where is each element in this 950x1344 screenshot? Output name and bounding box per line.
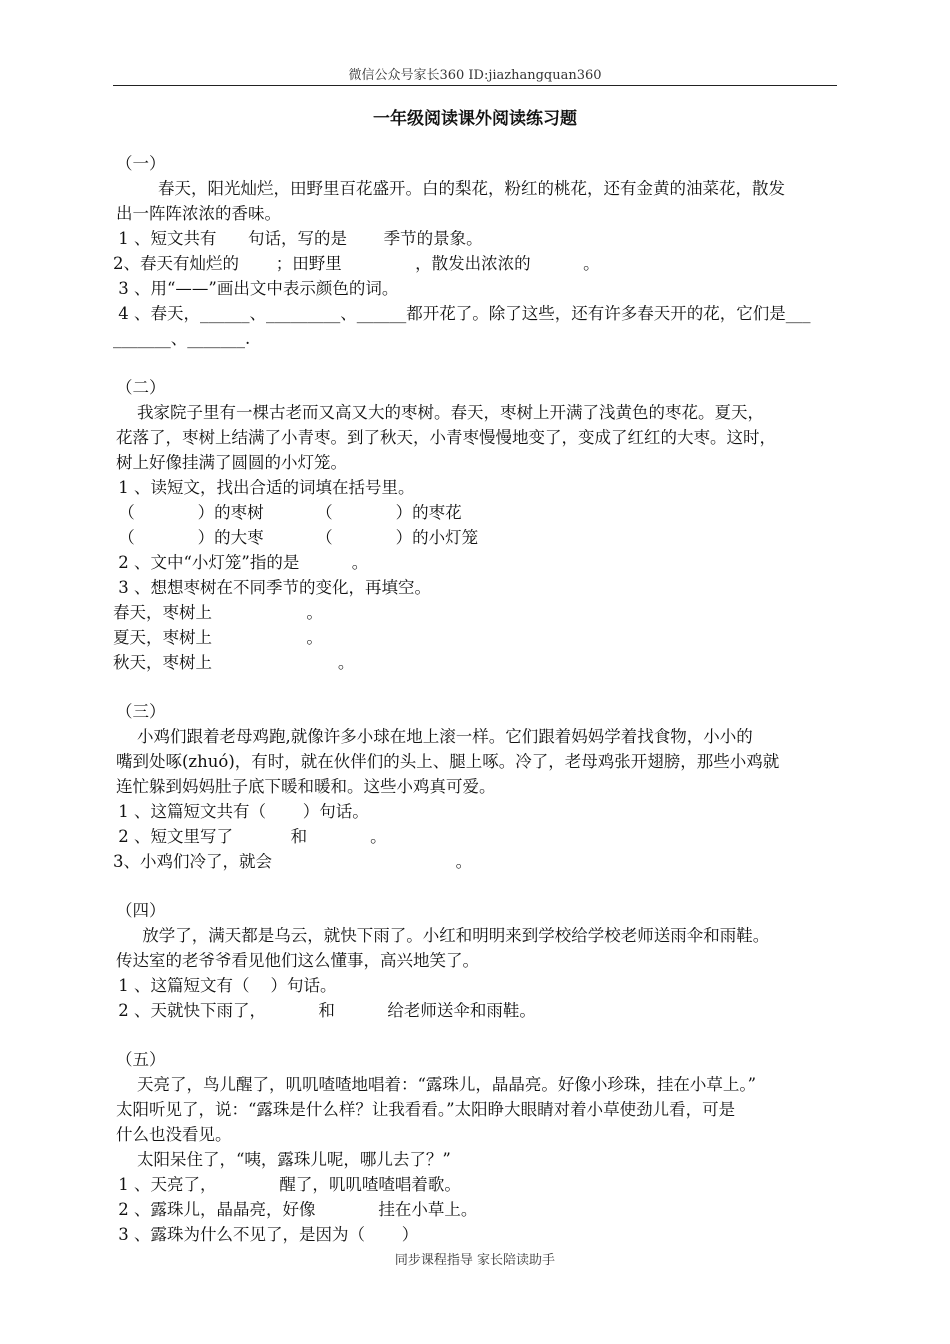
section-4-passage-line: 传达室的老爷爷看见他们这么懂事，高兴地笑了。 — [116, 951, 479, 970]
section-1-passage-line: 春天，阳光灿烂，田野里百花盛开。白的梨花，粉红的桃花，还有金黄的油菜花，散发 — [116, 179, 785, 198]
section-5-question: 1 、天亮了， 醒了，叽叽喳喳唱着歌。 — [113, 1175, 461, 1194]
section-1-question: _______、_______. — [113, 329, 251, 348]
section-4-question: 2 、天就快下雨了， 和 给老师送伞和雨鞋。 — [113, 1001, 536, 1020]
section-2-question: 秋天，枣树上 。 — [113, 653, 355, 672]
section-1-question: 4 、春天，______、_________、______都开花了。除了这些，还有许多春天开的花，它们是___ — [113, 304, 811, 323]
section-2-passage-line: 我家院子里有一棵古老而又高又大的枣树。春天，枣树上开满了浅黄色的枣花。夏天， — [116, 403, 764, 422]
document-title: 一年级阅读课外阅读练习题 — [373, 109, 577, 129]
section-4-question: 1 、这篇短文有（ ）句话。 — [113, 976, 337, 995]
section-5-question: 3 、露珠为什么不见了，是因为（ ） — [113, 1225, 419, 1244]
section-5-label: （五） — [116, 1050, 166, 1069]
section-2-passage-line: 花落了，枣树上结满了小青枣。到了秋天，小青枣慢慢地变了，变成了红红的大枣。这时， — [116, 428, 776, 447]
section-2-question: 1 、读短文，找出合适的词填在括号里。 — [113, 478, 415, 497]
section-3-question: 1 、这篇短文共有（ ）句话。 — [113, 802, 369, 821]
section-4-label: （四） — [116, 901, 166, 920]
section-5-passage-line: 天亮了，鸟儿醒了，叽叽喳喳地唱着：“露珠儿，晶晶亮。好像小珍珠，挂在小草上。” — [116, 1075, 757, 1094]
section-3-question: 2 、短文里写了 和 。 — [113, 827, 387, 846]
section-5-passage-line: 什么也没看见。 — [116, 1125, 232, 1144]
section-2-question: 2 、文中“小灯笼”指的是 。 — [113, 553, 369, 572]
section-1-question: 2、春天有灿烂的 ；田野里 ，散发出浓浓的 。 — [113, 254, 600, 273]
section-3-passage-line: 连忙躲到妈妈肚子底下暖和暖和。这些小鸡真可爱。 — [116, 777, 496, 796]
section-1-question: 3 、用“——”画出文中表示颜色的词。 — [113, 279, 399, 298]
page-header: 微信公众号家长360 ID:jiazhangquan360 — [348, 68, 602, 83]
header-divider — [113, 85, 837, 86]
section-2-question: （ ）的枣树 （ ）的枣花 — [113, 503, 462, 522]
section-2-question: 春天，枣树上 。 — [113, 603, 323, 622]
section-5-question: 2 、露珠儿，晶晶亮，好像 挂在小草上。 — [113, 1200, 478, 1219]
section-2-question: 3 、想想枣树在不同季节的变化，再填空。 — [113, 578, 431, 597]
section-2-question: 夏天，枣树上 。 — [113, 628, 323, 647]
section-1-question: 1 、短文共有 句话，写的是 季节的景象。 — [113, 229, 483, 248]
section-5-passage-line: 太阳呆住了，“咦，露珠儿呢，哪儿去了？” — [116, 1150, 451, 1169]
page-footer: 同步课程指导 家长陪读助手 — [394, 1253, 556, 1268]
section-4-passage-line: 放学了，满天都是乌云，就快下雨了。小红和明明来到学校给学校老师送雨伞和雨鞋。 — [116, 926, 770, 945]
section-3-question: 3、小鸡们冷了，就会 。 — [113, 852, 473, 871]
section-5-passage-line: 太阳听见了，说：“露珠是什么样？让我看看。”太阳睁大眼睛对着小草使劲儿看，可是 — [116, 1100, 736, 1119]
section-1-passage-line: 出一阵阵浓浓的香味。 — [116, 204, 281, 223]
section-2-question: （ ）的大枣 （ ）的小灯笼 — [113, 528, 479, 547]
section-3-label: （三） — [116, 702, 166, 721]
section-1-label: （一） — [116, 154, 166, 173]
section-3-passage-line: 小鸡们跟着老母鸡跑,就像许多小球在地上滚一样。它们跟着妈妈学着找食物，小小的 — [116, 727, 753, 746]
section-2-passage-line: 树上好像挂满了圆圆的小灯笼。 — [116, 453, 347, 472]
section-2-label: （二） — [116, 378, 166, 397]
section-3-passage-line: 嘴到处啄(zhuó)，有时，就在伙伴们的头上、腿上啄。冷了，老母鸡张开翅膀，那些小鸡就 — [116, 752, 780, 771]
